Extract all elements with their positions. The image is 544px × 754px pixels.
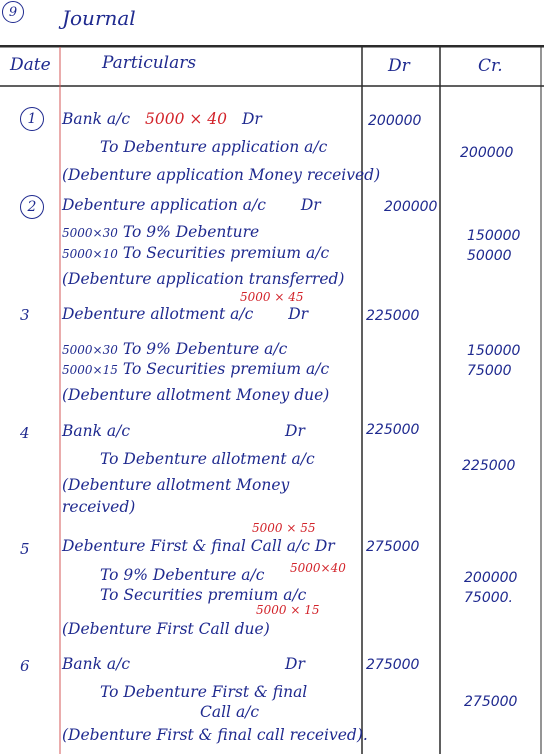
- journal-title: Journal: [62, 6, 136, 30]
- entry-line: Debenture allotment a/c Dr: [62, 305, 309, 323]
- entry-line: To Debenture allotment a/c: [100, 450, 315, 468]
- debit-amount: 225000: [366, 422, 420, 438]
- entry-line: To Debenture application a/c: [100, 138, 328, 156]
- credit-amount: 75000: [467, 363, 512, 379]
- debit-amount: 225000: [366, 308, 420, 324]
- calc-note: 5000 × 55: [252, 521, 316, 535]
- header-particulars: Particulars: [102, 53, 197, 73]
- calc-note: 5000 × 15: [256, 603, 320, 617]
- narration: (Debenture application transferred): [62, 270, 345, 288]
- header-credit: Cr.: [478, 56, 503, 76]
- header-date: Date: [10, 55, 51, 75]
- credit-amount: 275000: [464, 694, 518, 710]
- credit-amount: 150000: [467, 343, 521, 359]
- narration: received): [62, 498, 136, 516]
- entry-line: Bank a/c Dr: [62, 422, 305, 440]
- entry-line: Call a/c: [200, 703, 260, 721]
- entry-line: To Debenture First & final: [100, 683, 308, 701]
- credit-amount: 225000: [462, 458, 516, 474]
- entry-line: To Securities premium a/c: [100, 586, 307, 604]
- debit-amount: 200000: [368, 113, 422, 129]
- entry-number: 5: [20, 540, 30, 558]
- credit-amount: 150000: [467, 228, 521, 244]
- header-debit: Dr: [388, 56, 410, 76]
- narration: (Debenture allotment Money due): [62, 386, 330, 404]
- credit-amount: 200000: [460, 145, 514, 161]
- entry-line: 5000×10 To Securities premium a/c: [62, 244, 330, 262]
- entry-number: 6: [20, 657, 30, 675]
- narration: (Debenture allotment Money: [62, 476, 290, 494]
- entry-number: 2: [20, 195, 44, 219]
- calc-note: 5000 × 45: [240, 290, 304, 304]
- entry-line: 5000×30 To 9% Debenture: [62, 223, 260, 241]
- debit-amount: 200000: [384, 199, 438, 215]
- question-number: 9: [2, 1, 24, 23]
- entry-line: 5000×15 To Securities premium a/c: [62, 360, 330, 378]
- credit-amount: 75000.: [464, 590, 513, 606]
- credit-amount: 200000: [464, 570, 518, 586]
- entry-line: Bank a/c Dr: [62, 655, 305, 673]
- narration: (Debenture First & final call received).: [62, 726, 368, 744]
- debit-amount: 275000: [366, 539, 420, 555]
- calc-note: 5000×40: [290, 561, 346, 575]
- entry-line: Debenture First & final Call a/c Dr: [62, 537, 335, 555]
- narration: (Debenture application Money received): [62, 166, 381, 184]
- entry-line: Bank a/c 5000 × 40 Dr: [62, 110, 262, 128]
- narration: (Debenture First Call due): [62, 620, 270, 638]
- entry-line: Debenture application a/c Dr: [62, 196, 321, 214]
- entry-number: 3: [20, 306, 30, 324]
- credit-amount: 50000: [467, 248, 512, 264]
- entry-number: 1: [20, 107, 44, 131]
- entry-line: 5000×30 To 9% Debenture a/c: [62, 340, 288, 358]
- debit-amount: 275000: [366, 657, 420, 673]
- entry-line: To 9% Debenture a/c: [100, 566, 265, 584]
- entry-number: 4: [20, 424, 30, 442]
